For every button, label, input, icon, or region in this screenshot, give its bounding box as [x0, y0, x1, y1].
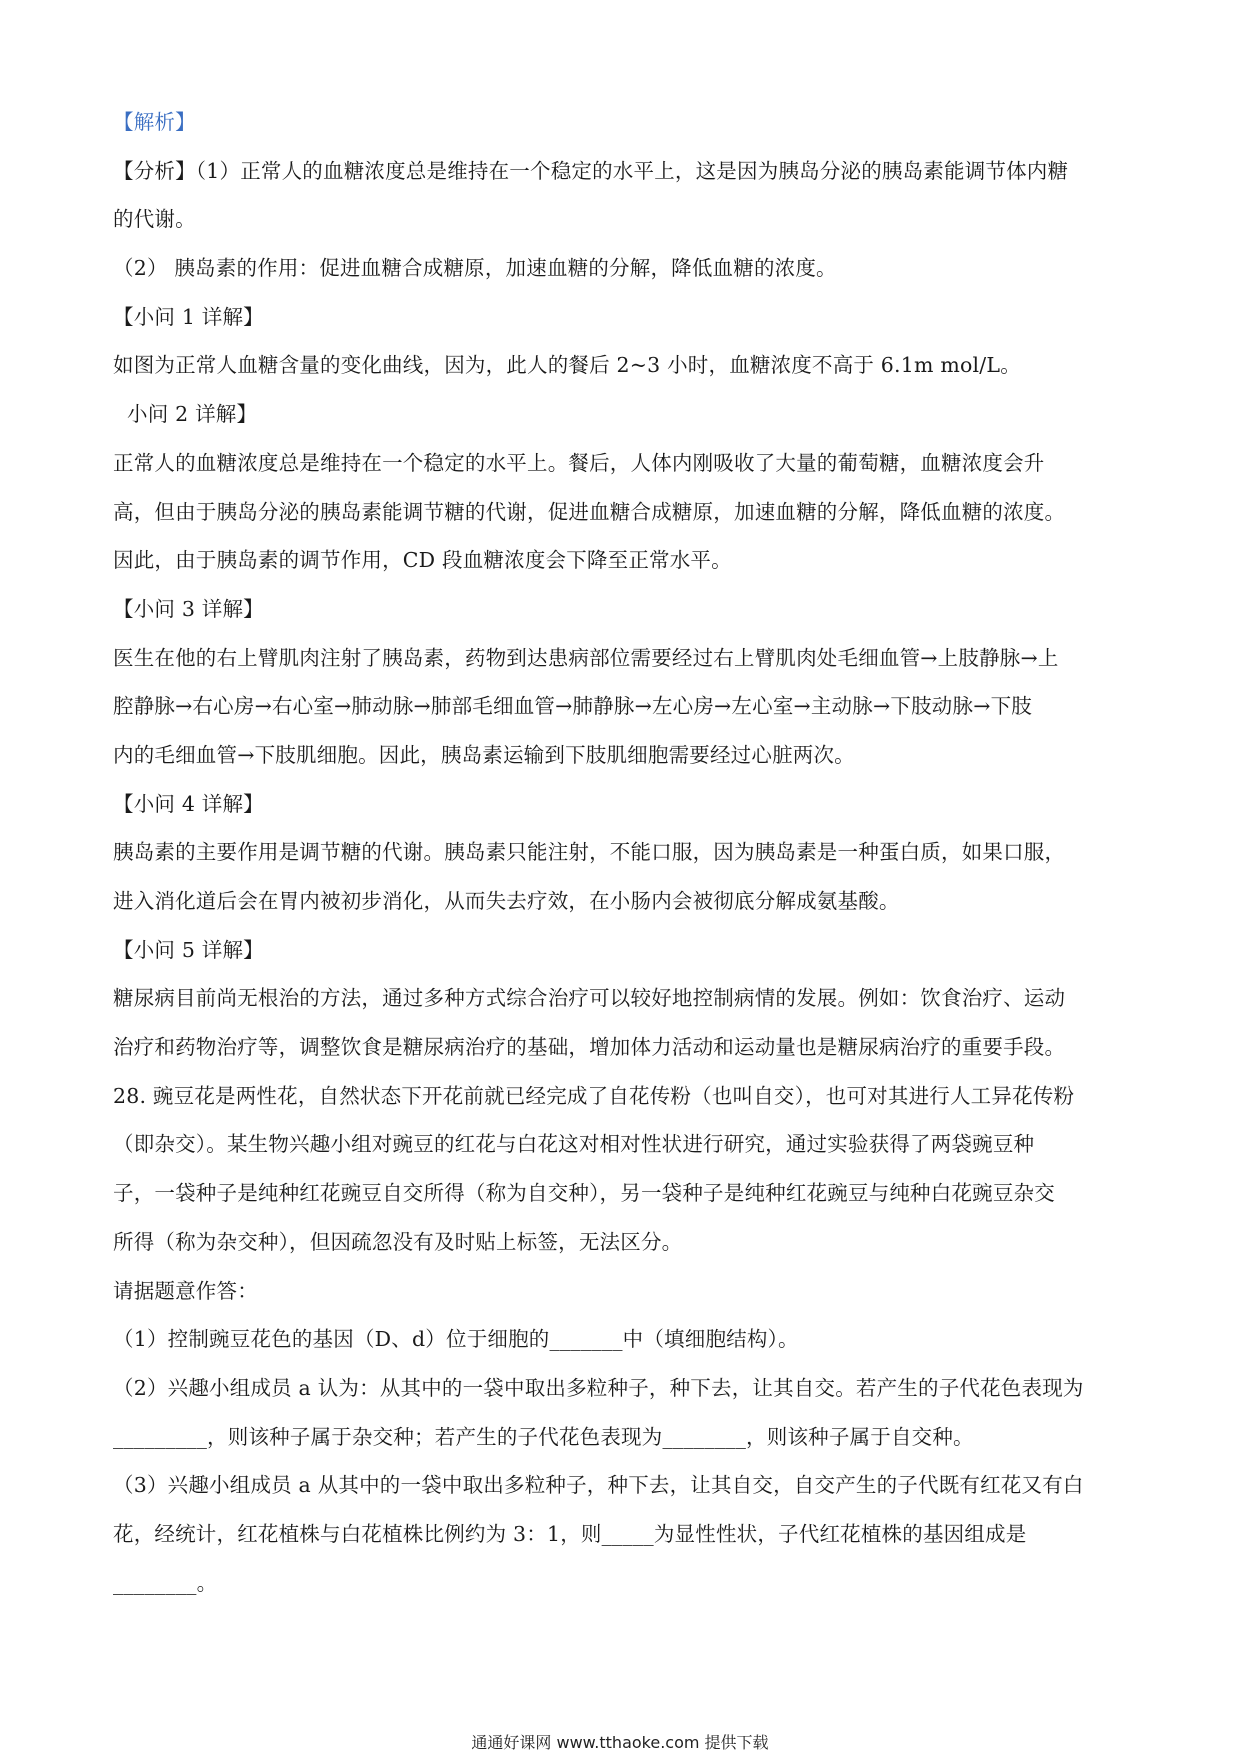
question-28-text-3: 子，一袋种子是纯种红花豌豆自交所得（称为自交种），另一袋种子是纯种红花豌豆与纯种白花豌豆杂交: [113, 1181, 1055, 1206]
subquestion-3-text-2: 腔静脉→右心房→右心室→肺动脉→肺部毛细血管→肺静脉→左心房→左心室→主动脉→下肢动脉→下肢: [113, 694, 1032, 719]
subquestion-2-text-3: 因此，由于胰岛素的调节作用，CD 段血糖浓度会下降至正常水平。: [113, 548, 732, 573]
question-28-part-3-line-3: ________。: [113, 1570, 218, 1595]
subquestion-3-heading: 【小问 3 详解】: [113, 596, 264, 621]
analysis-heading: 【解析】: [113, 110, 196, 134]
page-footer: 通通好课网 www.tthaoke.com 提供下载: [471, 1733, 769, 1752]
question-28-text-1: 28. 豌豆花是两性花，自然状态下开花前就已经完成了自花传粉（也叫自交），也可对其进行人工异花传粉: [113, 1083, 1075, 1108]
analysis-line-2: 的代谢。: [113, 207, 196, 232]
question-28-part-3-line-2: 花，经统计，红花植株与白花植株比例约为 3：1，则_____为显性性状，子代红花植株的基因组成是: [113, 1521, 1027, 1546]
subquestion-5-text-1: 糖尿病目前尚无根治的方法，通过多种方式综合治疗可以较好地控制病情的发展。例如：饮食治疗、运动: [113, 986, 1066, 1011]
subquestion-1-text: 如图为正常人血糖含量的变化曲线，因为，此人的餐后 2~3 小时，血糖浓度不高于 6.1m mol/L。: [113, 353, 1021, 378]
analysis-line-1: 【分析】（1）正常人的血糖浓度总是维持在一个稳定的水平上，这是因为胰岛分泌的胰岛素能调节体内糖: [113, 158, 1069, 183]
subquestion-2-heading: 小问 2 详解】: [127, 402, 258, 427]
question-28-part-1: （1）控制豌豆花色的基因（D、d）位于细胞的_______中（填细胞结构）。: [113, 1327, 799, 1352]
subquestion-2-text-2: 高，但由于胰岛分泌的胰岛素能调节糖的代谢，促进血糖合成糖原，加速血糖的分解，降低血糖的浓度。: [113, 499, 1066, 524]
subquestion-5-text-2: 治疗和药物治疗等，调整饮食是糖尿病治疗的基础，增加体力活动和运动量也是糖尿病治疗的重要手段。: [113, 1035, 1066, 1060]
subquestion-3-text-3: 内的毛细血管→下肢肌细胞。因此，胰岛素运输到下肢肌细胞需要经过心脏两次。: [113, 742, 855, 767]
subquestion-2-text-1: 正常人的血糖浓度总是维持在一个稳定的水平上。餐后，人体内刚吸收了大量的葡萄糖，血糖浓度会升: [113, 450, 1045, 475]
subquestion-4-text-2: 进入消化道后会在胃内被初步消化，从而失去疗效，在小肠内会被彻底分解成氨基酸。: [113, 889, 900, 913]
question-28-part-2-line-2: _________，则该种子属于杂交种；若产生的子代花色表现为________，则该种子属于自交种。: [113, 1424, 974, 1449]
subquestion-4-text-1: 胰岛素的主要作用是调节糖的代谢。胰岛素只能注射，不能口服，因为胰岛素是一种蛋白质，如果口服，: [113, 840, 1066, 865]
subquestion-3-text-1: 医生在他的右上臂肌肉注射了胰岛素，药物到达患病部位需要经过右上臂肌肉处毛细血管→上肢静脉→上: [113, 645, 1059, 670]
document-body: [113, 98, 1133, 1607]
subquestion-4-heading: 【小问 4 详解】: [113, 791, 264, 816]
question-28-part-3-line-1: （3）兴趣小组成员 a 从其中的一袋中取出多粒种子，种下去，让其自交，自交产生的子代既有红花又有白: [113, 1473, 1084, 1498]
question-28-text-4: 所得（称为杂交种），但因疏忽没有及时贴上标签，无法区分。: [113, 1229, 683, 1254]
question-28-prompt: 请据题意作答：: [113, 1278, 258, 1303]
subquestion-5-heading: 【小问 5 详解】: [113, 937, 264, 962]
question-28-text-2: （即杂交）。某生物兴趣小组对豌豆的红花与白花这对相对性状进行研究，通过实验获得了两袋豌豆种: [113, 1132, 1035, 1157]
question-28-part-2-line-1: （2）兴趣小组成员 a 认为：从其中的一袋中取出多粒种子，种下去，让其自交。若产生的子代花色表现为: [113, 1375, 1084, 1400]
subquestion-1-heading: 【小问 1 详解】: [113, 304, 264, 329]
analysis-line-3: （2） 胰岛素的作用：促进血糖合成糖原，加速血糖的分解，降低血糖的浓度。: [113, 256, 837, 281]
